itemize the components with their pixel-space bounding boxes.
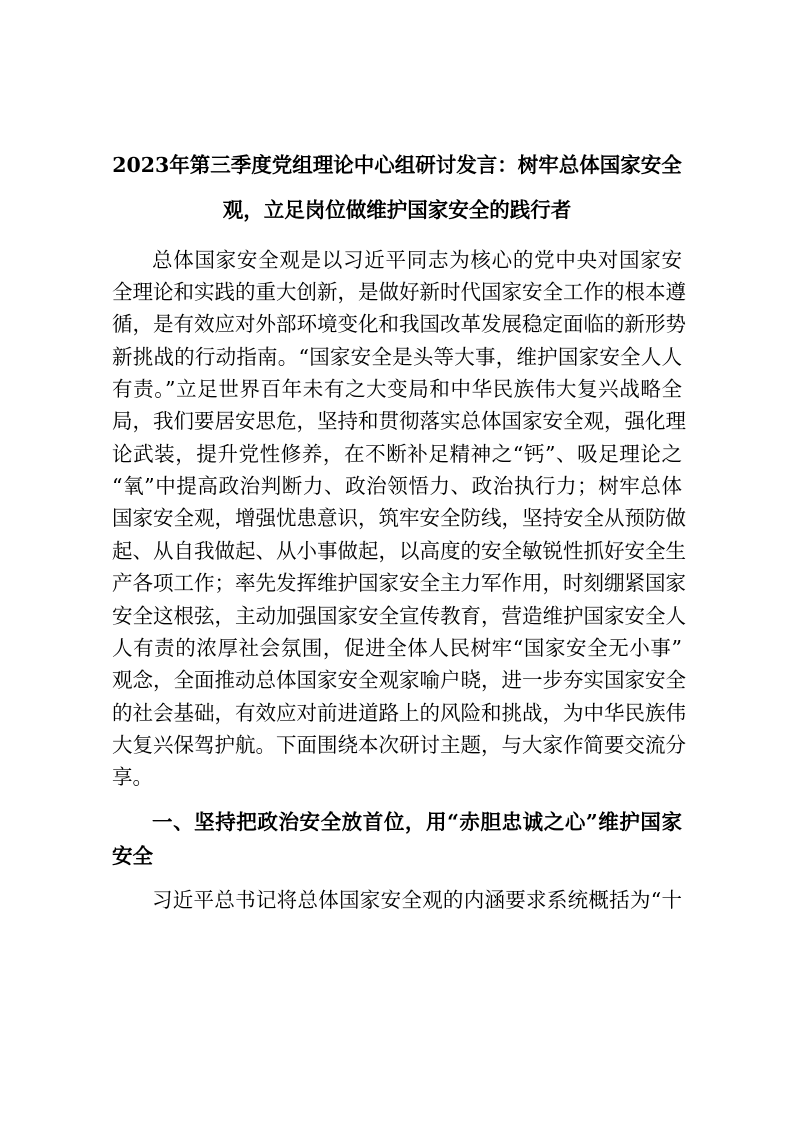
intro-paragraph-line: 安全这根弦，主动加强国家安全宣传教育，营造维护国家安全人 (112, 604, 686, 628)
section-heading-line-2: 安全 (112, 844, 153, 868)
section-heading-line-1: 一、坚持把政治安全放首位，用“赤胆忠诚之心”维护国家 (152, 810, 682, 834)
intro-paragraph-line: 享。 (112, 765, 153, 789)
intro-paragraph-line: “氧”中提高政治判断力、政治领悟力、政治执行力；树牢总体 (112, 474, 682, 498)
intro-paragraph-line: 新挑战的行动指南。“国家安全是头等大事，维护国家安全人人 (112, 345, 682, 369)
intro-paragraph-line: 论武装，提升党性修养，在不断补足精神之“钙”、吸足理论之 (112, 442, 682, 466)
intro-paragraph-line: 全理论和实践的重大创新，是做好新时代国家安全工作的根本遵 (112, 280, 686, 304)
intro-paragraph-line: 大复兴保驾护航。下面围绕本次研讨主题，与大家作简要交流分 (112, 733, 686, 757)
document-title-line-1: 2023年第三季度党组理论中心组研讨发言：树牢总体国家安全 (112, 153, 682, 177)
intro-paragraph-line: 循，是有效应对外部环境变化和我国改革发展稳定面临的新形势 (112, 312, 686, 336)
intro-paragraph-line: 产各项工作；率先发挥维护国家安全主力军作用，时刻绷紧国家 (112, 571, 686, 595)
intro-paragraph-line: 人有责的浓厚社会氛围，促进全体人民树牢“国家安全无小事” (112, 636, 682, 660)
intro-paragraph-line: 起、从自我做起、从小事做起，以高度的安全敏锐性抓好安全生 (112, 539, 686, 563)
intro-paragraph-line: 局，我们要居安思危，坚持和贯彻落实总体国家安全观，强化理 (112, 409, 686, 433)
intro-paragraph-line: 国家安全观，增强忧患意识，筑牢安全防线，坚持安全从预防做 (112, 506, 686, 530)
intro-paragraph-line: 有责。”立足世界百年未有之大变局和中华民族伟大复兴战略全 (112, 377, 682, 401)
intro-paragraph-line: 的社会基础，有效应对前进道路上的风险和挑战，为中华民族伟 (112, 701, 686, 725)
section-paragraph-line: 习近平总书记将总体国家安全观的内涵要求系统概括为“十 (152, 888, 682, 912)
intro-paragraph-line: 观念，全面推动总体国家安全观家喻户晓，进一步夯实国家安全 (112, 668, 686, 692)
document-title-line-2: 观，立足岗位做维护国家安全的践行者 (222, 198, 572, 222)
intro-paragraph-line: 总体国家安全观是以习近平同志为核心的党中央对国家安 (152, 248, 682, 272)
